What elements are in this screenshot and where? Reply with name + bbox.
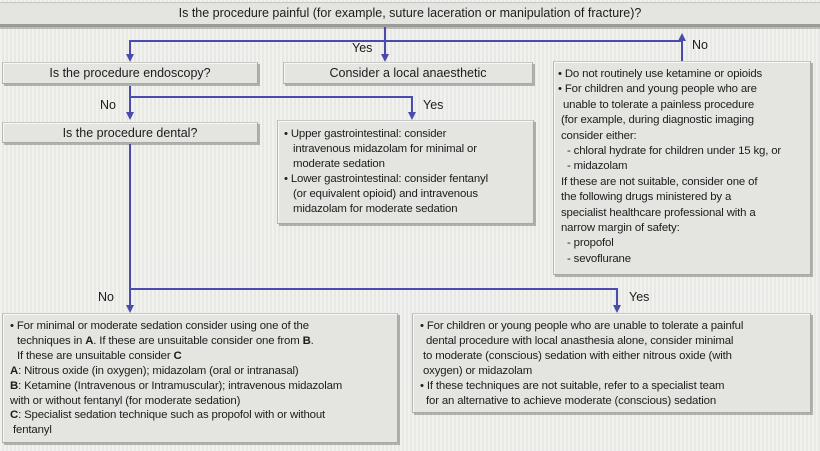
text-line: • Do not routinely use ketamine or opioids: [558, 68, 763, 80]
endoscopy-yes-label: Yes: [423, 98, 444, 112]
text-line: intravenous midazolam for minimal or: [293, 143, 477, 155]
endoscopy-branch-line: [129, 96, 413, 98]
dental-yes-arrowhead-icon: [613, 305, 621, 313]
text-line: (for example, during diagnostic imaging: [561, 114, 754, 127]
root-no-line: [681, 40, 683, 61]
endoscopy-question-text: Is the procedure endoscopy?: [49, 66, 211, 80]
text-line: • For minimal or moderate sedation consider using one of the: [10, 320, 309, 332]
endoscopy-yes-lines: [284, 127, 527, 217]
text-line: • Lower gastrointestinal: consider fentanyl: [284, 173, 488, 185]
root-to-endoscopy-arrowhead-icon: [126, 54, 134, 62]
endoscopy-yes-box: [277, 120, 534, 224]
text-line: • If these techniques are not suitable, refer to a specialist team: [420, 379, 725, 392]
root-yes-label: Yes: [352, 41, 373, 55]
dental-no-arrowhead-icon: [126, 305, 134, 313]
text-line: A: Nitrous oxide (in oxygen); midazolam (oral or intranasal): [10, 364, 299, 377]
dental-yes-lines: [420, 319, 803, 408]
text-line: fentanyl: [13, 424, 52, 437]
text-line: narrow margin of safety:: [561, 222, 680, 235]
endoscopy-yes-arrowhead-icon: [408, 112, 416, 120]
text-line: - chloral hydrate for children under 15 kg, or: [567, 145, 782, 158]
endoscopy-no-arrowhead-icon: [126, 112, 134, 120]
not-painful-lines: [558, 67, 806, 267]
dental-stem-line: [129, 144, 131, 306]
root-branch-line: [129, 40, 683, 42]
endoscopy-no-line: [129, 86, 131, 112]
text-line: (or equivalent opioid) and intravenous: [293, 188, 478, 200]
text-line: • For children and young people who are: [558, 83, 757, 96]
dental-yes-box: [412, 313, 811, 413]
text-line: - sevoflurane: [567, 252, 631, 265]
dental-yes-label: Yes: [629, 290, 650, 304]
text-line: - midazolam: [567, 160, 628, 173]
dental-no-lines: [10, 319, 390, 438]
dental-no-box: [2, 313, 398, 443]
text-line: techniques in A. If these are unsuitable consider one from B.: [17, 334, 314, 347]
text-line: the following drugs ministered by a: [561, 191, 732, 204]
root-yes-arrowhead-icon: [381, 54, 389, 62]
text-line: oxygen) or midazolam: [423, 364, 533, 377]
root-question-text: Is the procedure painful (for example, suture laceration or manipulation of fracture)?: [178, 6, 642, 20]
root-no-arrowhead-icon: [678, 33, 686, 41]
text-line: unable to tolerate a painless procedure: [563, 98, 755, 111]
text-line: with or without fentanyl (for moderate sedation): [10, 394, 241, 407]
text-line: midazolam for moderate sedation: [293, 203, 458, 215]
dental-no-label: No: [98, 290, 114, 304]
local-anaesthetic-text: Consider a local anaesthetic: [329, 66, 487, 80]
root-yes-line: [384, 27, 386, 55]
dental-yes-line: [616, 288, 618, 306]
dental-branch-line: [129, 288, 618, 290]
text-line: • For children or young people who are unable to tolerate a painful: [420, 320, 744, 332]
endoscopy-question-box: [2, 62, 258, 84]
not-painful-box: [553, 61, 811, 275]
local-anaesthetic-box: [283, 62, 533, 84]
text-line: consider either:: [561, 129, 637, 142]
text-line: If these are not suitable, consider one of: [561, 175, 758, 188]
text-line: to moderate (conscious) sedation with either nitrous oxide (with: [423, 349, 732, 362]
dental-question-box: [2, 122, 258, 143]
text-line: specialist healthcare professional with a: [561, 206, 756, 219]
text-line: C: Specialist sedation technique such as propofol with or without: [10, 409, 326, 422]
dental-question-text: Is the procedure dental?: [62, 126, 198, 140]
text-line: - propofol: [567, 237, 614, 250]
root-question-box: [0, 2, 820, 27]
endoscopy-yes-line: [411, 96, 413, 112]
text-line: dental procedure with local anasthesia alone, consider minimal: [426, 334, 734, 347]
text-line: If these are unsuitable consider C: [17, 349, 182, 362]
text-line: B: Ketamine (Intravenous or Intramuscular); intravenous midazolam: [10, 379, 343, 392]
text-line: • Upper gastrointestinal: consider: [284, 128, 447, 140]
text-line: moderate sedation: [293, 158, 385, 170]
text-line: for an alternative to achieve moderate (conscious) sedation: [426, 394, 717, 407]
root-no-label: No: [692, 38, 708, 52]
root-to-endoscopy-line: [129, 40, 131, 55]
endoscopy-no-label: No: [100, 98, 116, 112]
